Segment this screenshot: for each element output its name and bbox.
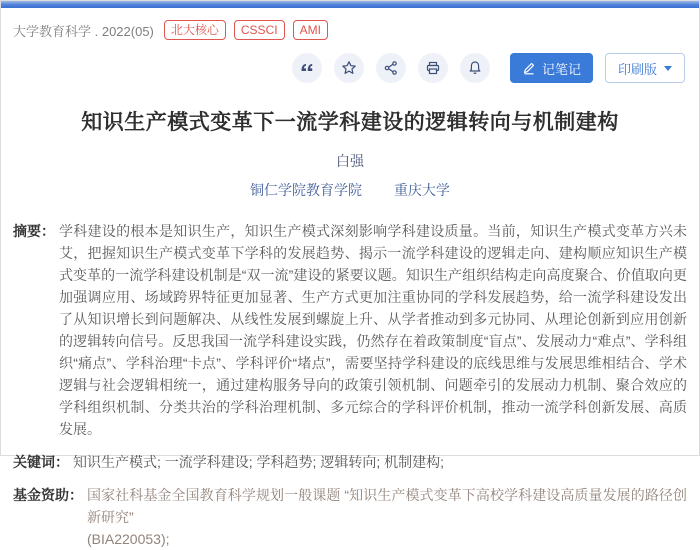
share-icon [383, 60, 399, 76]
article-title: 知识生产模式变革下一流学科建设的逻辑转向与机制建构 [81, 111, 619, 134]
funding-section [1, 484, 699, 550]
star-icon [341, 60, 357, 76]
share-button[interactable] [376, 53, 406, 83]
print-version-label: 印刷版 [617, 61, 657, 77]
journal-source-link[interactable]: 大学教育科学 . 2022(05) [13, 23, 154, 39]
affiliations [1, 180, 699, 200]
top-gradient-bar [1, 1, 699, 8]
take-note-label: 记笔记 [541, 61, 581, 77]
abstract-text: 学科建设的根本是知识生产，知识生产模式深刻影响学科建设质量。当前，知识生产模式变革方兴未艾，把握知识生产模式变革下学科的发展趋势、揭示一流学科建设的逻辑走向、建构顺应知识生产模式变革的一流学科建设机制是“双一流”建设的紧要议题。知识生产组织结构走向高度聚合、价值取向更加强调应用、场域跨界特征更加显著、生产方式更加注重协同的学科发展趋势，给一流学科建设发出了从知识增长到问题解决、从线性发展到螺旋上升、从学者推动到多元协同、从理论创新到应用创新的逻辑转向信号。反思我国一流学科建设实践，仍然存在着政策制度“盲点”、发展动力“难点”、学科组织“痛点”、学科治理“卡点”、学科评价“堵点”，需要坚持学科建设的底线思维与发展思维相结合、学术逻辑与社会逻辑相统一，通过建构服务导向的政策引领机制、问题牵引的发展动力机制、聚合效应的学科组织机制、分类共治的学科治理机制、多元综合的学科评价机制，推动一流学科创新发展、高质发展。 [59, 223, 687, 437]
keywords-text[interactable]: 知识生产模式; 一流学科建设; 学科趋势; 逻辑转向; 机制建构; [73, 454, 445, 470]
funding-line-2: (BIA220053); [87, 531, 170, 547]
abstract-section [1, 220, 699, 440]
funding-text[interactable] [87, 484, 687, 550]
take-note-button[interactable] [510, 53, 593, 83]
quote-icon [299, 60, 315, 76]
badge-cssci: CSSCI [234, 20, 285, 40]
print-version-button[interactable] [605, 53, 685, 83]
keywords-label: 关键词： [13, 454, 69, 470]
favorite-button[interactable] [334, 53, 364, 83]
printer-icon [425, 60, 441, 76]
affiliation-tongren[interactable]: 铜仁学院教育学院 [250, 182, 363, 198]
chevron-down-icon [664, 66, 672, 71]
badge-ami: AMI [293, 20, 328, 40]
keywords-section [1, 451, 699, 473]
author-name[interactable]: 白强 [336, 153, 364, 169]
journal-header [1, 8, 699, 40]
alert-button[interactable] [460, 53, 490, 83]
quote-button[interactable] [292, 53, 322, 83]
funding-label: 基金资助： [13, 487, 83, 503]
bell-icon [467, 60, 483, 76]
abstract-label: 摘要： [13, 223, 55, 239]
funding-line-1: 国家社科基金全国教育科学规划一般课题 “知识生产模式变革下高校学科建设高质量发展的路径创新研究” [87, 487, 687, 525]
print-button[interactable] [418, 53, 448, 83]
badge-beida-core: 北大核心 [164, 20, 226, 40]
affiliation-chongqing[interactable]: 重庆大学 [393, 182, 450, 198]
action-toolbar [1, 40, 699, 84]
pencil-icon [522, 61, 536, 75]
